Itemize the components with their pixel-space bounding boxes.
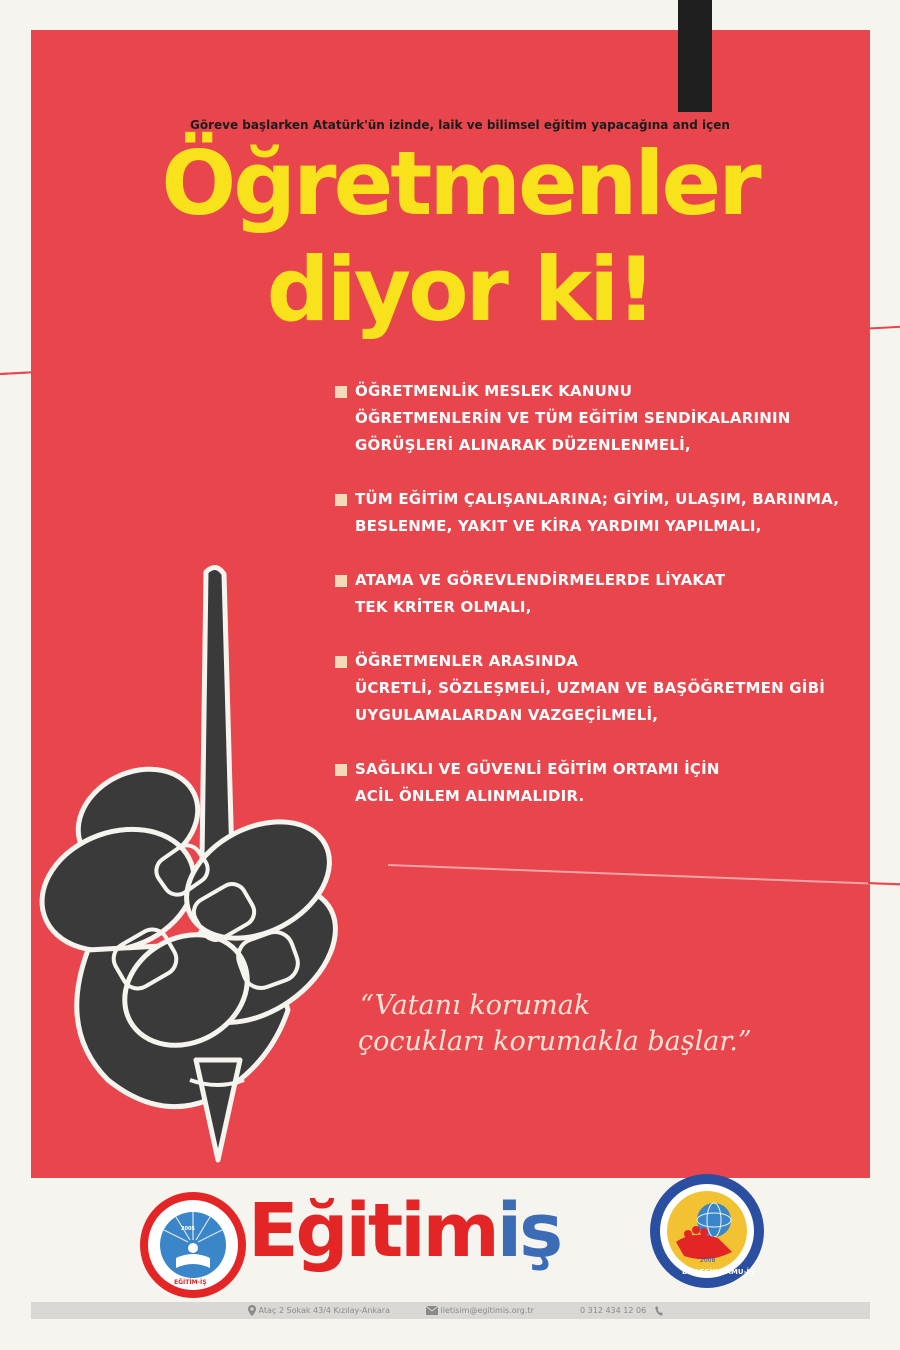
demand-line: GÖRÜŞLERİ ALINARAK DÜZENLENMELİ,: [355, 436, 691, 454]
demand-line: TEK KRİTER OLMALI,: [355, 598, 532, 616]
quote-line-1: “Vatanı korumak: [360, 990, 591, 1021]
quote: [360, 988, 830, 1060]
bullet-square-icon: [335, 386, 347, 398]
demand-item: [333, 756, 853, 810]
left-logo-year: 2005: [181, 1226, 195, 1232]
headline-line-2: diyor ki!: [266, 238, 654, 341]
demand-line: BESLENME, YAKIT VE KİRA YARDIMI YAPILMALI,: [355, 517, 762, 535]
bullet-square-icon: [335, 494, 347, 506]
email-text[interactable]: iletisim@egitimis.org.tr: [440, 1306, 534, 1315]
quote-line-2: çocukları korumakla başlar.”: [358, 1026, 752, 1057]
demand-line: ÖĞRETMENLİK MESLEK KANUNU: [355, 382, 633, 400]
phone-icon: [655, 1306, 663, 1316]
wordmark-main: Eğitim: [248, 1188, 497, 1274]
demand-line: ÜCRETLİ, SÖZLEŞMELİ, UZMAN VE BAŞÖĞRETMEN GİBİ: [355, 679, 825, 697]
envelope-icon: [426, 1306, 438, 1315]
black-hanging-bar: [678, 0, 712, 112]
hand-holding-pencil-illustration: [18, 560, 368, 1180]
demand-line: TÜM EĞİTİM ÇALIŞANLARINA; GİYİM, ULAŞIM, BARINMA,: [355, 490, 840, 508]
egitimis-wordmark: [248, 1188, 648, 1274]
demand-line: SAĞLIKLI VE GÜVENLİ EĞİTİM ORTAMI İÇİN: [355, 760, 720, 778]
headline-line-1: Öğretmenler: [161, 132, 759, 235]
demand-line: ÖĞRETMENLER ARASINDA: [355, 652, 579, 670]
phone-text: 0 312 434 12 06: [580, 1306, 647, 1315]
footer-address: [248, 1304, 390, 1317]
demand-line: ACİL ÖNLEM ALINMALIDIR.: [355, 787, 585, 805]
wordmark-accent: iş: [496, 1188, 561, 1274]
footer-email[interactable]: [426, 1304, 534, 1317]
location-pin-icon: [248, 1305, 256, 1316]
demand-line: UYGULAMALARDAN VAZGEÇİLMELİ,: [355, 706, 659, 724]
demand-item: [333, 378, 853, 459]
demand-item: [333, 648, 853, 729]
address-text: Ataç 2 Sokak 43/4 Kızılay-Ankara: [258, 1306, 390, 1315]
tagline: Göreve başlarken Atatürk'ün izinde, laik ve bilimsel eğitim yapacağına and içen: [190, 118, 730, 132]
demand-line: ÖĞRETMENLERİN VE TÜM EĞİTİM SENDİKALARININ: [355, 409, 791, 427]
demand-line: ATAMA VE GÖREVLENDİRMELERDE LİYAKAT: [355, 571, 726, 589]
right-logo-bottom-text: BİRLEŞİK KAMU-İŞ: [682, 1268, 755, 1276]
demand-item: [333, 486, 853, 540]
footer-phone: [580, 1304, 663, 1317]
right-logo-year: 2008: [700, 1257, 716, 1264]
demands-list: [333, 378, 853, 837]
left-logo-bottom-text: EĞİTİM-İŞ: [174, 1279, 207, 1286]
demand-item: [333, 567, 853, 621]
